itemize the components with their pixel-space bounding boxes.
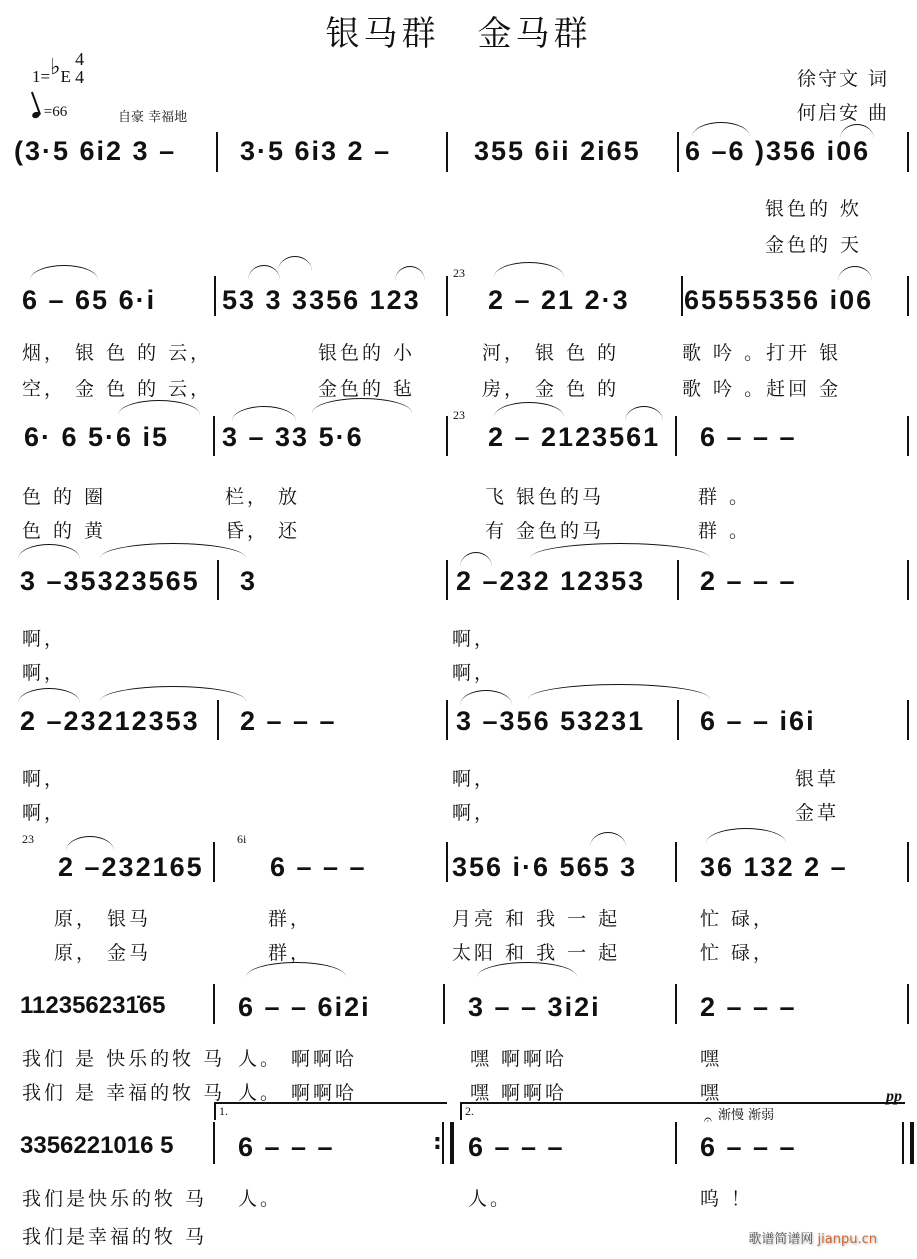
measure-5-3: 3 –356 53231 <box>456 706 646 736</box>
measure-3-4: 6 – – – <box>700 422 797 452</box>
lyric-4a-verse1: 啊， <box>22 628 67 650</box>
volta-1-label: 1. <box>219 1104 228 1118</box>
barline <box>443 984 445 1024</box>
lyric-3c-verse2: 有 金色的马 <box>485 520 605 542</box>
measure-6-1: 2 –232165 <box>58 852 204 882</box>
measure-6-3: 356 i·6 565 3 <box>452 852 638 882</box>
measure-5-2: 2 – – – <box>240 706 337 736</box>
barline <box>216 132 218 172</box>
slur <box>528 684 710 699</box>
repeat-end-barline <box>442 1122 454 1164</box>
barline <box>446 842 448 882</box>
barline <box>446 700 448 740</box>
lyric-8a-verse2: 我们是幸福的牧 马 <box>22 1226 208 1248</box>
volta-2-label: 2. <box>465 1104 474 1118</box>
lyric-2a-verse2: 空， 金 色 的 云， <box>22 378 213 400</box>
lyric-1-verse2: 金色的 天 <box>765 234 863 256</box>
slur <box>530 543 710 558</box>
slur <box>66 836 114 851</box>
tempo-dynamic-mark: 渐慢 渐弱 <box>718 1108 775 1123</box>
time-top: 4 <box>75 49 85 69</box>
barline <box>677 700 679 740</box>
lyric-3c-verse1: 飞 银色的马 <box>485 486 605 508</box>
slur <box>494 402 564 417</box>
measure-6-2: 6 – – – <box>270 852 367 882</box>
lyricist: 徐守文 词 <box>796 68 889 90</box>
measure-7-3: 3 – – 3i2i <box>468 992 601 1022</box>
lyric-2c-verse1: 河， 银 色 的 <box>482 342 620 364</box>
slur <box>18 544 80 559</box>
measure-3-2: 3 – 33 5·6 <box>222 422 364 452</box>
lyric-7c-verse1: 嘿 啊啊哈 <box>470 1048 568 1070</box>
measure-3-3: 2 – 2123561 <box>488 422 661 452</box>
fermata-icon: 𝄐 <box>704 1112 712 1128</box>
lyric-3a-verse1: 色 的 圈 <box>22 486 107 508</box>
slur <box>118 400 200 415</box>
slur <box>840 124 874 139</box>
measure-7-2: 6 – – 6i2i <box>238 992 371 1022</box>
lyric-6a-verse2: 原， 金马 <box>54 942 152 964</box>
slur <box>18 688 80 703</box>
slur <box>706 828 786 843</box>
barline <box>213 1122 215 1164</box>
grace-note: 6i <box>237 832 247 846</box>
grace-note: 23 <box>453 266 465 280</box>
slur <box>692 122 750 137</box>
lyric-2b-verse2: 金色的 毡 <box>318 378 416 400</box>
slur <box>590 832 626 847</box>
measure-7-4: 2 – – – <box>700 992 797 1022</box>
lyric-5c-verse2: 啊， <box>452 802 497 824</box>
lyric-6d-verse1: 忙 碌， <box>700 908 776 930</box>
lyric-6c-verse1: 月亮 和 我 一 起 <box>452 908 621 930</box>
slur <box>278 256 312 271</box>
lyric-2a-verse1: 烟， 银 色 的 云， <box>22 342 213 364</box>
barline <box>217 700 219 740</box>
dynamic-pp: pp <box>886 1088 902 1105</box>
measure-2-1: 6 – 65 6·i <box>22 285 157 315</box>
slur <box>100 686 246 701</box>
lyric-5d-verse2: 金草 <box>795 802 840 824</box>
barline <box>214 276 216 316</box>
measure-7-1: 112356231̇65 <box>20 992 166 1019</box>
lyric-8c-verse1: 人。 <box>468 1188 513 1210</box>
barline <box>907 560 909 600</box>
lyric-5a-verse2: 啊， <box>22 802 67 824</box>
key-note: E <box>60 66 71 86</box>
lyric-7a-verse2: 我们 是 幸福的牧 马 <box>22 1082 226 1104</box>
lyric-3b-verse2: 昏， 还 <box>225 520 301 542</box>
barline <box>677 132 679 172</box>
barline <box>907 276 909 316</box>
lyric-4c-verse2: 啊， <box>452 662 497 684</box>
measure-5-4: 6 – – i6i <box>700 706 816 736</box>
lyric-3b-verse1: 栏， 放 <box>225 486 301 508</box>
mood-mark: 自豪 幸福地 <box>118 110 188 125</box>
lyric-5d-verse1: 银草 <box>795 768 840 790</box>
key-prefix: 1= <box>32 66 51 86</box>
quarter-note-icon <box>31 111 41 119</box>
grace-note: 23 <box>22 832 34 846</box>
slur <box>248 265 280 280</box>
tempo-value: =66 <box>43 104 68 120</box>
barline <box>213 984 215 1024</box>
measure-4-2: 3 <box>240 566 258 596</box>
barline <box>213 416 215 456</box>
barline <box>675 984 677 1024</box>
repeat-sign-dots: : <box>433 1130 442 1155</box>
barline <box>677 560 679 600</box>
grace-note: 23 <box>453 408 465 422</box>
lyric-6b-verse1: 群， <box>268 908 313 930</box>
watermark-site: jianpu.cn <box>817 1232 877 1247</box>
barline <box>907 416 909 456</box>
lyric-8a-verse1: 我们是快乐的牧 马 <box>22 1188 208 1210</box>
measure-1-2: 3·5 6i3 2 – <box>240 136 392 166</box>
measure-2-4: 65555356 i06 <box>684 285 874 315</box>
measure-8-4: 6 – – – <box>700 1132 797 1162</box>
key-signature <box>32 49 85 96</box>
slur <box>232 406 296 421</box>
barline <box>907 700 909 740</box>
lyric-3d-verse2: 群 。 <box>698 520 752 542</box>
measure-6-4: 36 132 2 – <box>700 852 848 882</box>
lyric-6d-verse2: 忙 碌， <box>700 942 776 964</box>
watermark <box>748 1228 877 1247</box>
barline <box>446 276 448 316</box>
measure-4-4: 2 – – – <box>700 566 797 596</box>
lyric-1-verse1: 银色的 炊 <box>765 198 863 220</box>
slur <box>246 962 346 977</box>
barline <box>446 416 448 456</box>
lyric-7d-verse2: 嘿 <box>700 1082 723 1104</box>
lyric-2d-verse1: 歌 吟 。打开 银 <box>682 342 842 364</box>
barline <box>213 842 215 882</box>
volta-2 <box>460 1102 905 1120</box>
lyric-6c-verse2: 太阳 和 我 一 起 <box>452 942 621 964</box>
lyric-6b-verse2: 群， <box>268 942 313 964</box>
lyric-7d-verse1: 嘿 <box>700 1048 723 1070</box>
time-signature <box>75 50 84 86</box>
barline <box>675 416 677 456</box>
barline <box>446 560 448 600</box>
lyric-4c-verse1: 啊， <box>452 628 497 650</box>
measure-4-1: 3 –35323565 <box>20 566 200 596</box>
barline <box>907 132 909 172</box>
slur <box>460 690 512 705</box>
lyric-7b-verse1: 人。 啊啊哈 <box>238 1048 358 1070</box>
watermark-cn: 歌谱简谱网 <box>748 1232 814 1247</box>
volta-1 <box>214 1102 447 1120</box>
lyric-7a-verse1: 我们 是 快乐的牧 马 <box>22 1048 226 1070</box>
time-bottom: 4 <box>75 67 85 87</box>
lyric-5c-verse1: 啊， <box>452 768 497 790</box>
song-title: 银马群 金马群 <box>325 14 592 54</box>
measure-8-3: 6 – – – <box>468 1132 565 1162</box>
lyric-6a-verse1: 原， 银马 <box>54 908 152 930</box>
lyric-3d-verse1: 群 。 <box>698 486 752 508</box>
lyric-4a-verse2: 啊， <box>22 662 67 684</box>
final-barline <box>902 1122 914 1164</box>
tempo-mark <box>32 104 67 121</box>
measure-8-2: 6 – – – <box>238 1132 335 1162</box>
slur <box>494 262 564 277</box>
barline <box>217 560 219 600</box>
lyric-7c-verse2: 嘿 啊啊哈 <box>470 1082 568 1104</box>
slur <box>30 265 98 280</box>
lyric-8d-verse1: 呜 ！ <box>700 1188 754 1210</box>
lyric-7b-verse2: 人。 啊啊哈 <box>238 1082 358 1104</box>
barline <box>681 276 683 316</box>
measure-2-3: 2 – 21 2·3 <box>488 285 630 315</box>
slur <box>395 266 425 281</box>
flat-icon: ♭ <box>50 53 61 79</box>
measure-1-1: (3·5 6i2 3 – <box>14 136 177 166</box>
lyric-2d-verse2: 歌 吟 。赶回 金 <box>682 378 842 400</box>
barline <box>907 984 909 1024</box>
barline <box>446 132 448 172</box>
lyric-2b-verse1: 银色的 小 <box>318 342 416 364</box>
composer: 何启安 曲 <box>796 102 889 124</box>
slur <box>460 552 492 567</box>
measure-1-4: 6 –6 )356 i06 <box>685 136 871 166</box>
measure-4-3: 2 –232 12353 <box>456 566 646 596</box>
measure-8-1: 3356221016 5 <box>20 1132 174 1159</box>
measure-2-2: 53 3 3356 123 <box>222 285 421 315</box>
slur <box>625 406 663 421</box>
measure-5-1: 2 –23212353 <box>20 706 200 736</box>
barline <box>675 1122 677 1164</box>
slur <box>838 266 872 281</box>
lyric-3a-verse2: 色 的 黄 <box>22 520 107 542</box>
lyric-5a-verse1: 啊， <box>22 768 67 790</box>
slur <box>100 543 246 558</box>
lyric-8b-verse1: 人。 <box>238 1188 283 1210</box>
barline <box>675 842 677 882</box>
measure-3-1: 6· 6 5·6 i5 <box>24 422 170 452</box>
measure-1-3: 355 6ii 2i65 <box>474 136 641 166</box>
barline <box>907 842 909 882</box>
lyric-2c-verse2: 房， 金 色 的 <box>482 378 620 400</box>
